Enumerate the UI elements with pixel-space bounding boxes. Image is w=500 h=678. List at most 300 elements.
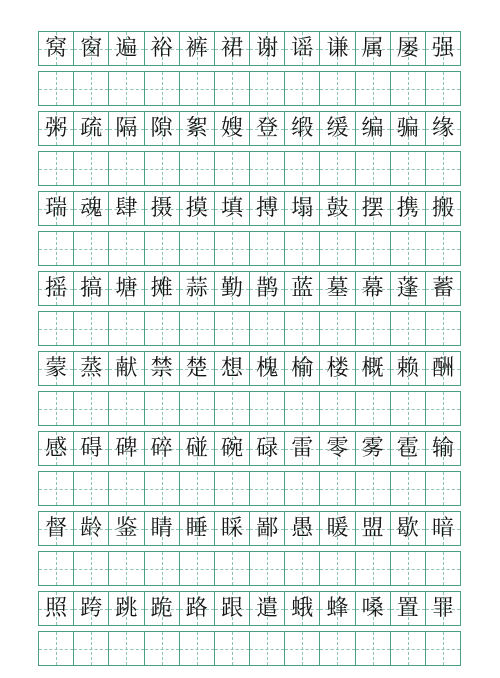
blank-practice-cell[interactable]: [426, 72, 460, 105]
character-cell: [145, 592, 180, 625]
model-character: 跟: [220, 595, 243, 621]
model-character: 塘: [115, 275, 138, 301]
character-cell: [215, 512, 250, 545]
model-character: 暗: [431, 515, 454, 541]
model-character: 缓: [326, 115, 349, 141]
model-character: 谦: [326, 35, 349, 61]
model-character: 嫂: [220, 115, 243, 141]
model-character: 裙: [220, 35, 243, 61]
character-cell: [426, 512, 460, 545]
blank-practice-cell[interactable]: [180, 312, 215, 345]
blank-practice-cell[interactable]: [391, 72, 426, 105]
blank-practice-cell[interactable]: [426, 232, 460, 265]
character-cell: [74, 112, 109, 145]
blank-practice-cell[interactable]: [391, 152, 426, 185]
model-character: 雷: [291, 435, 314, 461]
model-character: 骗: [396, 115, 419, 141]
practice-row-group: [38, 511, 461, 591]
blank-practice-row: [38, 311, 461, 346]
character-cell: [39, 112, 74, 145]
blank-practice-row: [38, 231, 461, 266]
model-character: 榆: [291, 355, 314, 381]
character-cell: [39, 272, 74, 305]
character-cell: [145, 192, 180, 225]
model-character: 督: [45, 515, 68, 541]
model-character: 槐: [256, 355, 279, 381]
model-character: 跳: [115, 595, 138, 621]
blank-practice-cell[interactable]: [109, 232, 144, 265]
model-character: 摸: [185, 195, 208, 221]
character-cell: [39, 32, 74, 65]
model-character: 摇: [45, 275, 68, 301]
character-cell: [39, 432, 74, 465]
character-cell: [426, 32, 460, 65]
blank-practice-cell[interactable]: [180, 552, 215, 585]
blank-practice-cell[interactable]: [180, 632, 215, 665]
character-cell: [250, 432, 285, 465]
character-row: [38, 271, 461, 306]
character-cell: [356, 192, 391, 225]
blank-practice-cell[interactable]: [74, 552, 109, 585]
model-character: 搬: [431, 195, 454, 221]
model-character: 蜂: [326, 595, 349, 621]
model-character: 瑞: [45, 195, 68, 221]
character-cell: [145, 352, 180, 385]
character-cell: [391, 272, 426, 305]
model-character: 勤: [220, 275, 243, 301]
blank-practice-cell[interactable]: [39, 152, 74, 185]
blank-practice-cell[interactable]: [320, 392, 355, 425]
blank-practice-cell[interactable]: [356, 312, 391, 345]
character-cell: [215, 352, 250, 385]
character-cell: [250, 592, 285, 625]
character-cell: [356, 32, 391, 65]
model-character: 碍: [80, 435, 103, 461]
blank-practice-cell[interactable]: [215, 232, 250, 265]
blank-practice-cell[interactable]: [215, 472, 250, 505]
character-cell: [250, 512, 285, 545]
character-cell: [74, 272, 109, 305]
blank-practice-cell[interactable]: [250, 312, 285, 345]
blank-practice-cell[interactable]: [74, 392, 109, 425]
blank-practice-cell[interactable]: [356, 152, 391, 185]
model-character: 谢: [256, 35, 279, 61]
character-cell: [180, 352, 215, 385]
blank-practice-cell[interactable]: [285, 552, 320, 585]
blank-practice-cell[interactable]: [285, 232, 320, 265]
model-character: 蒸: [80, 355, 103, 381]
character-cell: [109, 112, 144, 145]
blank-practice-cell[interactable]: [426, 472, 460, 505]
character-cell: [215, 592, 250, 625]
model-character: 编: [361, 115, 384, 141]
model-character: 蛾: [291, 595, 314, 621]
model-character: 填: [220, 195, 243, 221]
model-character: 蓄: [431, 275, 454, 301]
character-cell: [356, 272, 391, 305]
blank-practice-cell[interactable]: [250, 232, 285, 265]
character-cell: [74, 512, 109, 545]
blank-practice-cell[interactable]: [215, 152, 250, 185]
blank-practice-cell[interactable]: [39, 312, 74, 345]
blank-practice-cell[interactable]: [320, 472, 355, 505]
model-character: 碗: [220, 435, 243, 461]
character-cell: [74, 352, 109, 385]
character-cell: [250, 272, 285, 305]
blank-practice-cell[interactable]: [391, 312, 426, 345]
blank-practice-cell[interactable]: [250, 72, 285, 105]
character-cell: [426, 192, 460, 225]
character-cell: [39, 512, 74, 545]
character-cell: [250, 32, 285, 65]
character-cell: [180, 512, 215, 545]
character-row: [38, 111, 461, 146]
character-cell: [391, 352, 426, 385]
character-cell: [356, 112, 391, 145]
character-cell: [180, 272, 215, 305]
blank-practice-cell[interactable]: [426, 632, 460, 665]
blank-practice-cell[interactable]: [74, 312, 109, 345]
blank-practice-cell[interactable]: [180, 472, 215, 505]
model-character: 疏: [80, 115, 103, 141]
model-character: 跪: [150, 595, 173, 621]
character-cell: [74, 192, 109, 225]
blank-practice-cell[interactable]: [356, 232, 391, 265]
model-character: 遣: [256, 595, 279, 621]
blank-practice-cell[interactable]: [109, 72, 144, 105]
character-cell: [285, 592, 320, 625]
character-cell: [145, 32, 180, 65]
model-character: 歇: [396, 515, 419, 541]
character-cell: [39, 192, 74, 225]
blank-practice-cell[interactable]: [39, 232, 74, 265]
model-character: 隔: [115, 115, 138, 141]
model-character: 隙: [150, 115, 173, 141]
blank-practice-cell[interactable]: [426, 312, 460, 345]
model-character: 携: [396, 195, 419, 221]
model-character: 感: [45, 435, 68, 461]
model-character: 睛: [150, 515, 173, 541]
character-cell: [250, 112, 285, 145]
blank-practice-cell[interactable]: [320, 312, 355, 345]
model-character: 暖: [326, 515, 349, 541]
blank-practice-cell[interactable]: [215, 392, 250, 425]
practice-row-group: [38, 431, 461, 511]
practice-row-group: [38, 271, 461, 351]
character-cell: [356, 432, 391, 465]
blank-practice-cell[interactable]: [39, 472, 74, 505]
model-character: 嗓: [361, 595, 384, 621]
character-cell: [285, 272, 320, 305]
character-cell: [39, 352, 74, 385]
model-character: 概: [361, 355, 384, 381]
model-character: 肆: [115, 195, 138, 221]
blank-practice-cell[interactable]: [145, 312, 180, 345]
character-cell: [391, 592, 426, 625]
character-cell: [426, 432, 460, 465]
character-cell: [74, 32, 109, 65]
model-character: 搞: [80, 275, 103, 301]
model-character: 鄙: [256, 515, 279, 541]
character-cell: [180, 112, 215, 145]
model-character: 罪: [431, 595, 454, 621]
model-character: 照: [45, 595, 68, 621]
character-cell: [320, 432, 355, 465]
blank-practice-cell[interactable]: [320, 552, 355, 585]
blank-practice-cell[interactable]: [285, 312, 320, 345]
character-cell: [109, 192, 144, 225]
blank-practice-row: [38, 551, 461, 586]
blank-practice-row: [38, 631, 461, 666]
blank-practice-cell[interactable]: [145, 632, 180, 665]
blank-practice-cell[interactable]: [215, 632, 250, 665]
character-cell: [320, 192, 355, 225]
character-cell: [74, 432, 109, 465]
character-cell: [320, 272, 355, 305]
character-cell: [426, 272, 460, 305]
model-character: 碰: [185, 435, 208, 461]
model-character: 蓬: [396, 275, 419, 301]
character-cell: [426, 352, 460, 385]
blank-practice-cell[interactable]: [74, 152, 109, 185]
blank-practice-cell[interactable]: [285, 72, 320, 105]
character-cell: [180, 592, 215, 625]
model-character: 粥: [45, 115, 68, 141]
character-cell: [285, 192, 320, 225]
blank-practice-cell[interactable]: [109, 392, 144, 425]
model-character: 赖: [396, 355, 419, 381]
character-cell: [285, 352, 320, 385]
blank-practice-cell[interactable]: [285, 472, 320, 505]
blank-practice-cell[interactable]: [356, 472, 391, 505]
character-cell: [356, 592, 391, 625]
blank-practice-cell[interactable]: [109, 312, 144, 345]
character-cell: [215, 432, 250, 465]
character-cell: [74, 592, 109, 625]
character-cell: [391, 192, 426, 225]
blank-practice-cell[interactable]: [145, 232, 180, 265]
character-cell: [320, 512, 355, 545]
blank-practice-cell[interactable]: [356, 632, 391, 665]
character-cell: [391, 112, 426, 145]
blank-practice-cell[interactable]: [426, 552, 460, 585]
practice-row-group: [38, 191, 461, 271]
model-character: 强: [431, 35, 454, 61]
model-character: 龄: [80, 515, 103, 541]
blank-practice-cell[interactable]: [426, 152, 460, 185]
blank-practice-cell[interactable]: [426, 392, 460, 425]
model-character: 禁: [150, 355, 173, 381]
character-row: [38, 511, 461, 546]
model-character: 鼓: [326, 195, 349, 221]
blank-practice-row: [38, 151, 461, 186]
character-cell: [180, 32, 215, 65]
model-character: 蓝: [291, 275, 314, 301]
blank-practice-cell[interactable]: [391, 632, 426, 665]
model-character: 鉴: [115, 515, 138, 541]
model-character: 碎: [150, 435, 173, 461]
blank-practice-cell[interactable]: [74, 632, 109, 665]
blank-practice-cell[interactable]: [285, 632, 320, 665]
blank-practice-cell[interactable]: [74, 72, 109, 105]
blank-practice-cell[interactable]: [250, 632, 285, 665]
blank-practice-cell[interactable]: [74, 232, 109, 265]
model-character: 摊: [150, 275, 173, 301]
model-character: 搏: [256, 195, 279, 221]
practice-row-group: [38, 31, 461, 111]
model-character: 裕: [150, 35, 173, 61]
model-character: 楚: [185, 355, 208, 381]
blank-practice-cell[interactable]: [180, 152, 215, 185]
model-character: 摆: [361, 195, 384, 221]
practice-sheet: [38, 31, 461, 671]
character-cell: [426, 112, 460, 145]
blank-practice-cell[interactable]: [250, 552, 285, 585]
character-cell: [109, 272, 144, 305]
blank-practice-cell[interactable]: [180, 232, 215, 265]
character-cell: [391, 512, 426, 545]
blank-practice-cell[interactable]: [215, 552, 250, 585]
character-cell: [250, 192, 285, 225]
blank-practice-cell[interactable]: [356, 552, 391, 585]
model-character: 盟: [361, 515, 384, 541]
character-cell: [180, 432, 215, 465]
model-character: 遍: [115, 35, 138, 61]
blank-practice-cell[interactable]: [356, 392, 391, 425]
character-cell: [426, 592, 460, 625]
model-character: 跨: [80, 595, 103, 621]
model-character: 置: [396, 595, 419, 621]
blank-practice-cell[interactable]: [250, 152, 285, 185]
model-character: 雾: [361, 435, 384, 461]
blank-practice-row: [38, 71, 461, 106]
character-cell: [215, 32, 250, 65]
blank-practice-cell[interactable]: [391, 552, 426, 585]
character-cell: [215, 192, 250, 225]
model-character: 缎: [291, 115, 314, 141]
blank-practice-cell[interactable]: [320, 632, 355, 665]
blank-practice-cell[interactable]: [320, 232, 355, 265]
character-cell: [250, 352, 285, 385]
blank-practice-cell[interactable]: [109, 152, 144, 185]
blank-practice-cell[interactable]: [250, 472, 285, 505]
blank-practice-cell[interactable]: [39, 632, 74, 665]
character-cell: [320, 352, 355, 385]
model-character: 献: [115, 355, 138, 381]
character-cell: [285, 112, 320, 145]
character-cell: [109, 352, 144, 385]
blank-practice-cell[interactable]: [391, 392, 426, 425]
character-cell: [109, 592, 144, 625]
character-cell: [285, 432, 320, 465]
character-cell: [215, 272, 250, 305]
blank-practice-cell[interactable]: [215, 72, 250, 105]
model-character: 魂: [80, 195, 103, 221]
character-cell: [109, 432, 144, 465]
blank-practice-cell[interactable]: [250, 392, 285, 425]
blank-practice-cell[interactable]: [215, 312, 250, 345]
blank-practice-cell[interactable]: [391, 232, 426, 265]
blank-practice-cell[interactable]: [109, 632, 144, 665]
model-character: 蒜: [185, 275, 208, 301]
model-character: 塌: [291, 195, 314, 221]
model-character: 楼: [326, 355, 349, 381]
model-character: 缘: [431, 115, 454, 141]
blank-practice-cell[interactable]: [356, 72, 391, 105]
model-character: 屡: [396, 35, 419, 61]
model-character: 想: [220, 355, 243, 381]
blank-practice-cell[interactable]: [109, 552, 144, 585]
model-character: 属: [361, 35, 384, 61]
character-cell: [145, 512, 180, 545]
character-cell: [320, 112, 355, 145]
blank-practice-cell[interactable]: [109, 472, 144, 505]
character-cell: [285, 32, 320, 65]
blank-practice-cell[interactable]: [39, 392, 74, 425]
model-character: 鹊: [256, 275, 279, 301]
model-character: 碌: [256, 435, 279, 461]
blank-practice-cell[interactable]: [145, 472, 180, 505]
blank-practice-cell[interactable]: [180, 392, 215, 425]
character-cell: [356, 512, 391, 545]
model-character: 愚: [291, 515, 314, 541]
character-cell: [109, 512, 144, 545]
model-character: 窝: [45, 35, 68, 61]
character-cell: [145, 432, 180, 465]
model-character: 酬: [431, 355, 454, 381]
blank-practice-cell[interactable]: [39, 552, 74, 585]
blank-practice-cell[interactable]: [320, 152, 355, 185]
blank-practice-cell[interactable]: [320, 72, 355, 105]
character-cell: [391, 432, 426, 465]
practice-row-group: [38, 111, 461, 191]
model-character: 登: [256, 115, 279, 141]
character-row: [38, 351, 461, 386]
blank-practice-cell[interactable]: [74, 472, 109, 505]
character-row: [38, 431, 461, 466]
model-character: 路: [185, 595, 208, 621]
model-character: 碑: [115, 435, 138, 461]
blank-practice-cell[interactable]: [145, 552, 180, 585]
blank-practice-cell[interactable]: [285, 392, 320, 425]
model-character: 蒙: [45, 355, 68, 381]
blank-practice-cell[interactable]: [145, 152, 180, 185]
practice-row-group: [38, 351, 461, 431]
character-cell: [356, 352, 391, 385]
blank-practice-cell[interactable]: [180, 72, 215, 105]
character-cell: [391, 32, 426, 65]
character-cell: [320, 32, 355, 65]
blank-practice-cell[interactable]: [285, 152, 320, 185]
character-cell: [39, 592, 74, 625]
blank-practice-cell[interactable]: [145, 72, 180, 105]
model-character: 睬: [220, 515, 243, 541]
model-character: 裤: [185, 35, 208, 61]
blank-practice-cell[interactable]: [391, 472, 426, 505]
character-row: [38, 191, 461, 226]
model-character: 谣: [291, 35, 314, 61]
model-character: 窗: [80, 35, 103, 61]
character-cell: [180, 192, 215, 225]
model-character: 絮: [185, 115, 208, 141]
model-character: 摄: [150, 195, 173, 221]
character-cell: [215, 112, 250, 145]
model-character: 墓: [326, 275, 349, 301]
blank-practice-cell[interactable]: [145, 392, 180, 425]
blank-practice-row: [38, 391, 461, 426]
blank-practice-cell[interactable]: [39, 72, 74, 105]
character-cell: [285, 512, 320, 545]
